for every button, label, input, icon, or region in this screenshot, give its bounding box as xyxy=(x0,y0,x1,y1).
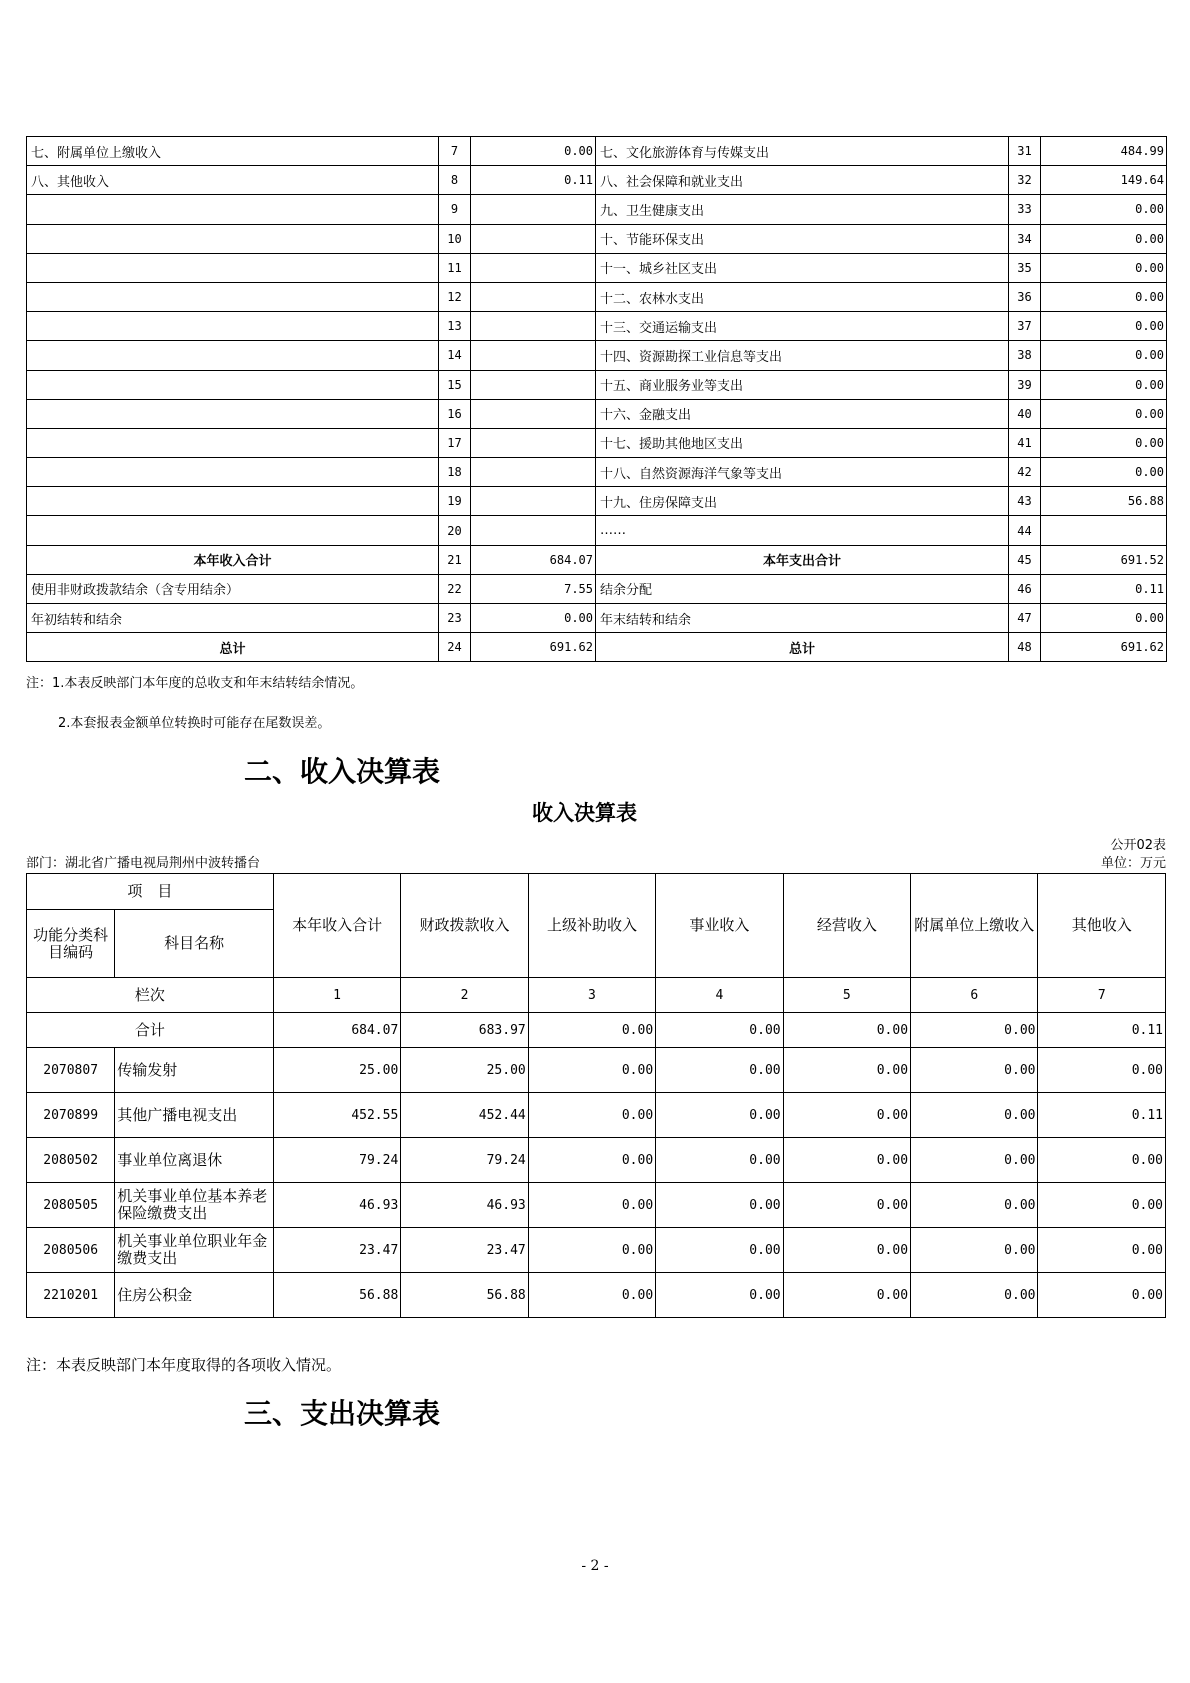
form-number: 公开02表 xyxy=(1110,838,1166,853)
header-item: 项 目 xyxy=(27,874,274,910)
amount-cell: 0.00 xyxy=(1038,1228,1166,1273)
left-line-no: 19 xyxy=(439,487,471,516)
right-label: 十七、援助其他地区支出 xyxy=(596,428,1009,457)
total-label: 合计 xyxy=(27,1013,274,1048)
total-value: 0.00 xyxy=(783,1013,910,1048)
left-amount: 0.11 xyxy=(471,166,596,195)
right-line-no: 36 xyxy=(1009,282,1041,311)
amount-cell: 79.24 xyxy=(273,1138,400,1183)
right-label: 十四、资源勘探工业信息等支出 xyxy=(596,341,1009,370)
left-line-no: 14 xyxy=(439,341,471,370)
amount-cell: 0.00 xyxy=(656,1138,783,1183)
right-line-no: 34 xyxy=(1009,224,1041,253)
left-label: 年初结转和结余 xyxy=(27,604,439,633)
left-line-no: 24 xyxy=(439,633,471,662)
right-label: 八、社会保障和就业支出 xyxy=(596,166,1009,195)
section-heading-income: 二、收入决算表 xyxy=(244,755,441,788)
right-label: 十五、商业服务业等支出 xyxy=(596,370,1009,399)
left-line-no: 13 xyxy=(439,312,471,341)
right-amount: 0.00 xyxy=(1041,195,1167,224)
total-value: 0.00 xyxy=(911,1013,1038,1048)
colno-2: 2 xyxy=(401,978,528,1013)
header-col-5: 经营收入 xyxy=(783,874,910,978)
left-line-no: 10 xyxy=(439,224,471,253)
left-amount: 684.07 xyxy=(471,545,596,574)
table-row xyxy=(27,253,1167,282)
colno-1: 1 xyxy=(273,978,400,1013)
right-amount: 0.00 xyxy=(1041,604,1167,633)
right-amount: 0.00 xyxy=(1041,428,1167,457)
left-label xyxy=(27,253,439,282)
right-label: 十一、城乡社区支出 xyxy=(596,253,1009,282)
left-label xyxy=(27,312,439,341)
table-row xyxy=(27,399,1167,428)
left-amount: 0.00 xyxy=(471,137,596,166)
header-name: 科目名称 xyxy=(115,910,274,978)
colno-5: 5 xyxy=(783,978,910,1013)
table-row xyxy=(27,516,1167,545)
left-line-no: 9 xyxy=(439,195,471,224)
right-amount: 0.00 xyxy=(1041,341,1167,370)
amount-cell: 0.00 xyxy=(1038,1048,1166,1093)
header-col-7: 其他收入 xyxy=(1038,874,1166,978)
table-row xyxy=(27,458,1167,487)
amount-cell: 0.00 xyxy=(1038,1183,1166,1228)
left-label xyxy=(27,399,439,428)
left-label xyxy=(27,224,439,253)
subject-code: 2070807 xyxy=(27,1048,115,1093)
amount-cell: 0.00 xyxy=(528,1183,655,1228)
right-label: 年末结转和结余 xyxy=(596,604,1009,633)
subject-name: 住房公积金 xyxy=(115,1273,274,1318)
header-col-3: 上级补助收入 xyxy=(528,874,655,978)
amount-cell: 0.00 xyxy=(1038,1273,1166,1318)
right-line-no: 32 xyxy=(1009,166,1041,195)
colno-label: 栏次 xyxy=(27,978,274,1013)
header-col-1: 本年收入合计 xyxy=(273,874,400,978)
total-value: 684.07 xyxy=(273,1013,400,1048)
left-amount: 691.62 xyxy=(471,633,596,662)
left-line-no: 12 xyxy=(439,282,471,311)
right-line-no: 33 xyxy=(1009,195,1041,224)
amount-cell: 0.00 xyxy=(528,1138,655,1183)
table-row xyxy=(27,633,1167,662)
left-line-no: 15 xyxy=(439,370,471,399)
amount-cell: 46.93 xyxy=(273,1183,400,1228)
right-label: …… xyxy=(596,516,1009,545)
left-amount xyxy=(471,312,596,341)
table-row xyxy=(27,282,1167,311)
left-line-no: 18 xyxy=(439,458,471,487)
subject-name: 其他广播电视支出 xyxy=(115,1093,274,1138)
right-amount: 0.00 xyxy=(1041,282,1167,311)
table-row xyxy=(27,604,1167,633)
amount-cell: 56.88 xyxy=(401,1273,528,1318)
amount-cell: 0.00 xyxy=(528,1048,655,1093)
right-amount: 0.11 xyxy=(1041,574,1167,603)
table-row xyxy=(27,370,1167,399)
page-number: - 2 - xyxy=(581,1558,609,1574)
amount-cell: 0.00 xyxy=(911,1048,1038,1093)
left-label xyxy=(27,487,439,516)
subject-code: 2070899 xyxy=(27,1093,115,1138)
left-amount xyxy=(471,370,596,399)
total-value: 0.00 xyxy=(528,1013,655,1048)
right-label: 结余分配 xyxy=(596,574,1009,603)
table-row xyxy=(27,487,1167,516)
total-value: 0.00 xyxy=(656,1013,783,1048)
right-line-no: 47 xyxy=(1009,604,1041,633)
left-amount xyxy=(471,399,596,428)
table-row xyxy=(27,428,1167,457)
right-amount: 0.00 xyxy=(1041,399,1167,428)
amount-cell: 0.00 xyxy=(911,1183,1038,1228)
amount-cell: 0.11 xyxy=(1038,1093,1166,1138)
right-label: 本年支出合计 xyxy=(596,545,1009,574)
subject-name: 传输发射 xyxy=(115,1048,274,1093)
amount-cell: 0.00 xyxy=(656,1048,783,1093)
right-line-no: 37 xyxy=(1009,312,1041,341)
right-amount: 0.00 xyxy=(1041,224,1167,253)
right-line-no: 41 xyxy=(1009,428,1041,457)
right-line-no: 45 xyxy=(1009,545,1041,574)
left-amount xyxy=(471,341,596,370)
left-amount: 7.55 xyxy=(471,574,596,603)
header-col-4: 事业收入 xyxy=(656,874,783,978)
right-label: 十八、自然资源海洋气象等支出 xyxy=(596,458,1009,487)
table-row xyxy=(27,545,1167,574)
right-amount: 0.00 xyxy=(1041,370,1167,399)
right-amount: 691.52 xyxy=(1041,545,1167,574)
subject-code: 2210201 xyxy=(27,1273,115,1318)
amount-cell: 0.00 xyxy=(656,1183,783,1228)
amount-cell: 452.55 xyxy=(273,1093,400,1138)
left-amount xyxy=(471,224,596,253)
left-label xyxy=(27,458,439,487)
amount-cell: 452.44 xyxy=(401,1093,528,1138)
right-amount: 0.00 xyxy=(1041,312,1167,341)
amount-cell: 0.00 xyxy=(656,1228,783,1273)
table-row xyxy=(27,1093,1166,1138)
table-row xyxy=(27,224,1167,253)
subject-name: 机关事业单位基本养老保险缴费支出 xyxy=(115,1183,274,1228)
right-label: 十九、住房保障支出 xyxy=(596,487,1009,516)
colno-3: 3 xyxy=(528,978,655,1013)
amount-cell: 79.24 xyxy=(401,1138,528,1183)
subject-code: 2080506 xyxy=(27,1228,115,1273)
amount-cell: 0.00 xyxy=(783,1138,910,1183)
left-label: 本年收入合计 xyxy=(27,545,439,574)
header-code: 功能分类科目编码 xyxy=(27,910,115,978)
left-label xyxy=(27,341,439,370)
right-line-no: 38 xyxy=(1009,341,1041,370)
right-label: 十二、农林水支出 xyxy=(596,282,1009,311)
amount-cell: 23.47 xyxy=(273,1228,400,1273)
section-heading-expenditure: 三、支出决算表 xyxy=(244,1397,441,1430)
amount-cell: 0.00 xyxy=(656,1093,783,1138)
right-amount xyxy=(1041,516,1167,545)
amount-cell: 0.00 xyxy=(783,1183,910,1228)
right-amount: 0.00 xyxy=(1041,458,1167,487)
right-amount: 0.00 xyxy=(1041,253,1167,282)
income-final-accounts-table xyxy=(26,873,1166,1318)
amount-cell: 0.00 xyxy=(911,1138,1038,1183)
left-amount xyxy=(471,253,596,282)
total-row xyxy=(27,1013,1166,1048)
table-row xyxy=(27,574,1167,603)
department-label: 部门：湖北省广播电视局荆州中波转播台 xyxy=(26,856,261,871)
header-col-6: 附属单位上缴收入 xyxy=(911,874,1038,978)
left-label: 使用非财政拨款结余（含专用结余） xyxy=(27,574,439,603)
total-value: 683.97 xyxy=(401,1013,528,1048)
table-row xyxy=(27,195,1167,224)
left-amount: 0.00 xyxy=(471,604,596,633)
right-line-no: 39 xyxy=(1009,370,1041,399)
left-amount xyxy=(471,282,596,311)
income-expenditure-summary-table xyxy=(26,136,1167,662)
colno-6: 6 xyxy=(911,978,1038,1013)
amount-cell: 23.47 xyxy=(401,1228,528,1273)
right-label: 十三、交通运输支出 xyxy=(596,312,1009,341)
subject-name: 事业单位离退休 xyxy=(115,1138,274,1183)
table-row xyxy=(27,1138,1166,1183)
amount-cell: 0.00 xyxy=(911,1093,1038,1138)
right-line-no: 46 xyxy=(1009,574,1041,603)
subject-name: 机关事业单位职业年金缴费支出 xyxy=(115,1228,274,1273)
right-label: 十六、金融支出 xyxy=(596,399,1009,428)
left-line-no: 7 xyxy=(439,137,471,166)
amount-cell: 0.00 xyxy=(656,1273,783,1318)
amount-cell: 0.00 xyxy=(528,1273,655,1318)
left-line-no: 22 xyxy=(439,574,471,603)
table1-note-2: 2.本套报表金额单位转换时可能存在尾数误差。 xyxy=(58,716,331,731)
subject-code: 2080502 xyxy=(27,1138,115,1183)
left-amount xyxy=(471,516,596,545)
amount-cell: 0.00 xyxy=(783,1093,910,1138)
right-line-no: 48 xyxy=(1009,633,1041,662)
left-amount xyxy=(471,428,596,457)
right-line-no: 43 xyxy=(1009,487,1041,516)
right-line-no: 42 xyxy=(1009,458,1041,487)
amount-cell: 0.00 xyxy=(783,1048,910,1093)
table-row xyxy=(27,1183,1166,1228)
table2-note: 注：本表反映部门本年度取得的各项收入情况。 xyxy=(26,1356,342,1374)
amount-cell: 0.00 xyxy=(528,1093,655,1138)
left-label: 总计 xyxy=(27,633,439,662)
table-row xyxy=(27,137,1167,166)
right-label: 九、卫生健康支出 xyxy=(596,195,1009,224)
right-label: 总计 xyxy=(596,633,1009,662)
amount-cell: 0.00 xyxy=(783,1273,910,1318)
amount-cell: 0.00 xyxy=(783,1228,910,1273)
colno-7: 7 xyxy=(1038,978,1166,1013)
left-line-no: 20 xyxy=(439,516,471,545)
left-label: 七、附属单位上缴收入 xyxy=(27,137,439,166)
left-line-no: 8 xyxy=(439,166,471,195)
right-amount: 691.62 xyxy=(1041,633,1167,662)
left-label xyxy=(27,282,439,311)
table-row xyxy=(27,312,1167,341)
amount-cell: 0.00 xyxy=(1038,1138,1166,1183)
table2-title: 收入决算表 xyxy=(532,801,637,825)
left-amount xyxy=(471,487,596,516)
table-row xyxy=(27,1228,1166,1273)
table-row xyxy=(27,1048,1166,1093)
header-col-2: 财政拨款收入 xyxy=(401,874,528,978)
total-value: 0.11 xyxy=(1038,1013,1166,1048)
amount-cell: 25.00 xyxy=(401,1048,528,1093)
left-line-no: 16 xyxy=(439,399,471,428)
left-line-no: 21 xyxy=(439,545,471,574)
left-label xyxy=(27,516,439,545)
amount-cell: 0.00 xyxy=(528,1228,655,1273)
right-line-no: 35 xyxy=(1009,253,1041,282)
amount-cell: 25.00 xyxy=(273,1048,400,1093)
colno-4: 4 xyxy=(656,978,783,1013)
subject-code: 2080505 xyxy=(27,1183,115,1228)
table1-note-1: 注：1.本表反映部门本年度的总收支和年末结转结余情况。 xyxy=(26,676,364,691)
amount-cell: 0.00 xyxy=(911,1228,1038,1273)
amount-cell: 56.88 xyxy=(273,1273,400,1318)
amount-cell: 0.00 xyxy=(911,1273,1038,1318)
table-row xyxy=(27,341,1167,370)
right-label: 十、节能环保支出 xyxy=(596,224,1009,253)
right-line-no: 31 xyxy=(1009,137,1041,166)
right-line-no: 40 xyxy=(1009,399,1041,428)
left-line-no: 23 xyxy=(439,604,471,633)
table-row xyxy=(27,166,1167,195)
left-amount xyxy=(471,458,596,487)
right-amount: 484.99 xyxy=(1041,137,1167,166)
left-label xyxy=(27,195,439,224)
left-line-no: 11 xyxy=(439,253,471,282)
right-amount: 149.64 xyxy=(1041,166,1167,195)
amount-cell: 46.93 xyxy=(401,1183,528,1228)
left-label xyxy=(27,428,439,457)
unit-label: 单位：万元 xyxy=(1100,856,1166,871)
left-line-no: 17 xyxy=(439,428,471,457)
left-label xyxy=(27,370,439,399)
right-amount: 56.88 xyxy=(1041,487,1167,516)
left-label: 八、其他收入 xyxy=(27,166,439,195)
left-amount xyxy=(471,195,596,224)
table-row xyxy=(27,1273,1166,1318)
right-label: 七、文化旅游体育与传媒支出 xyxy=(596,137,1009,166)
right-line-no: 44 xyxy=(1009,516,1041,545)
